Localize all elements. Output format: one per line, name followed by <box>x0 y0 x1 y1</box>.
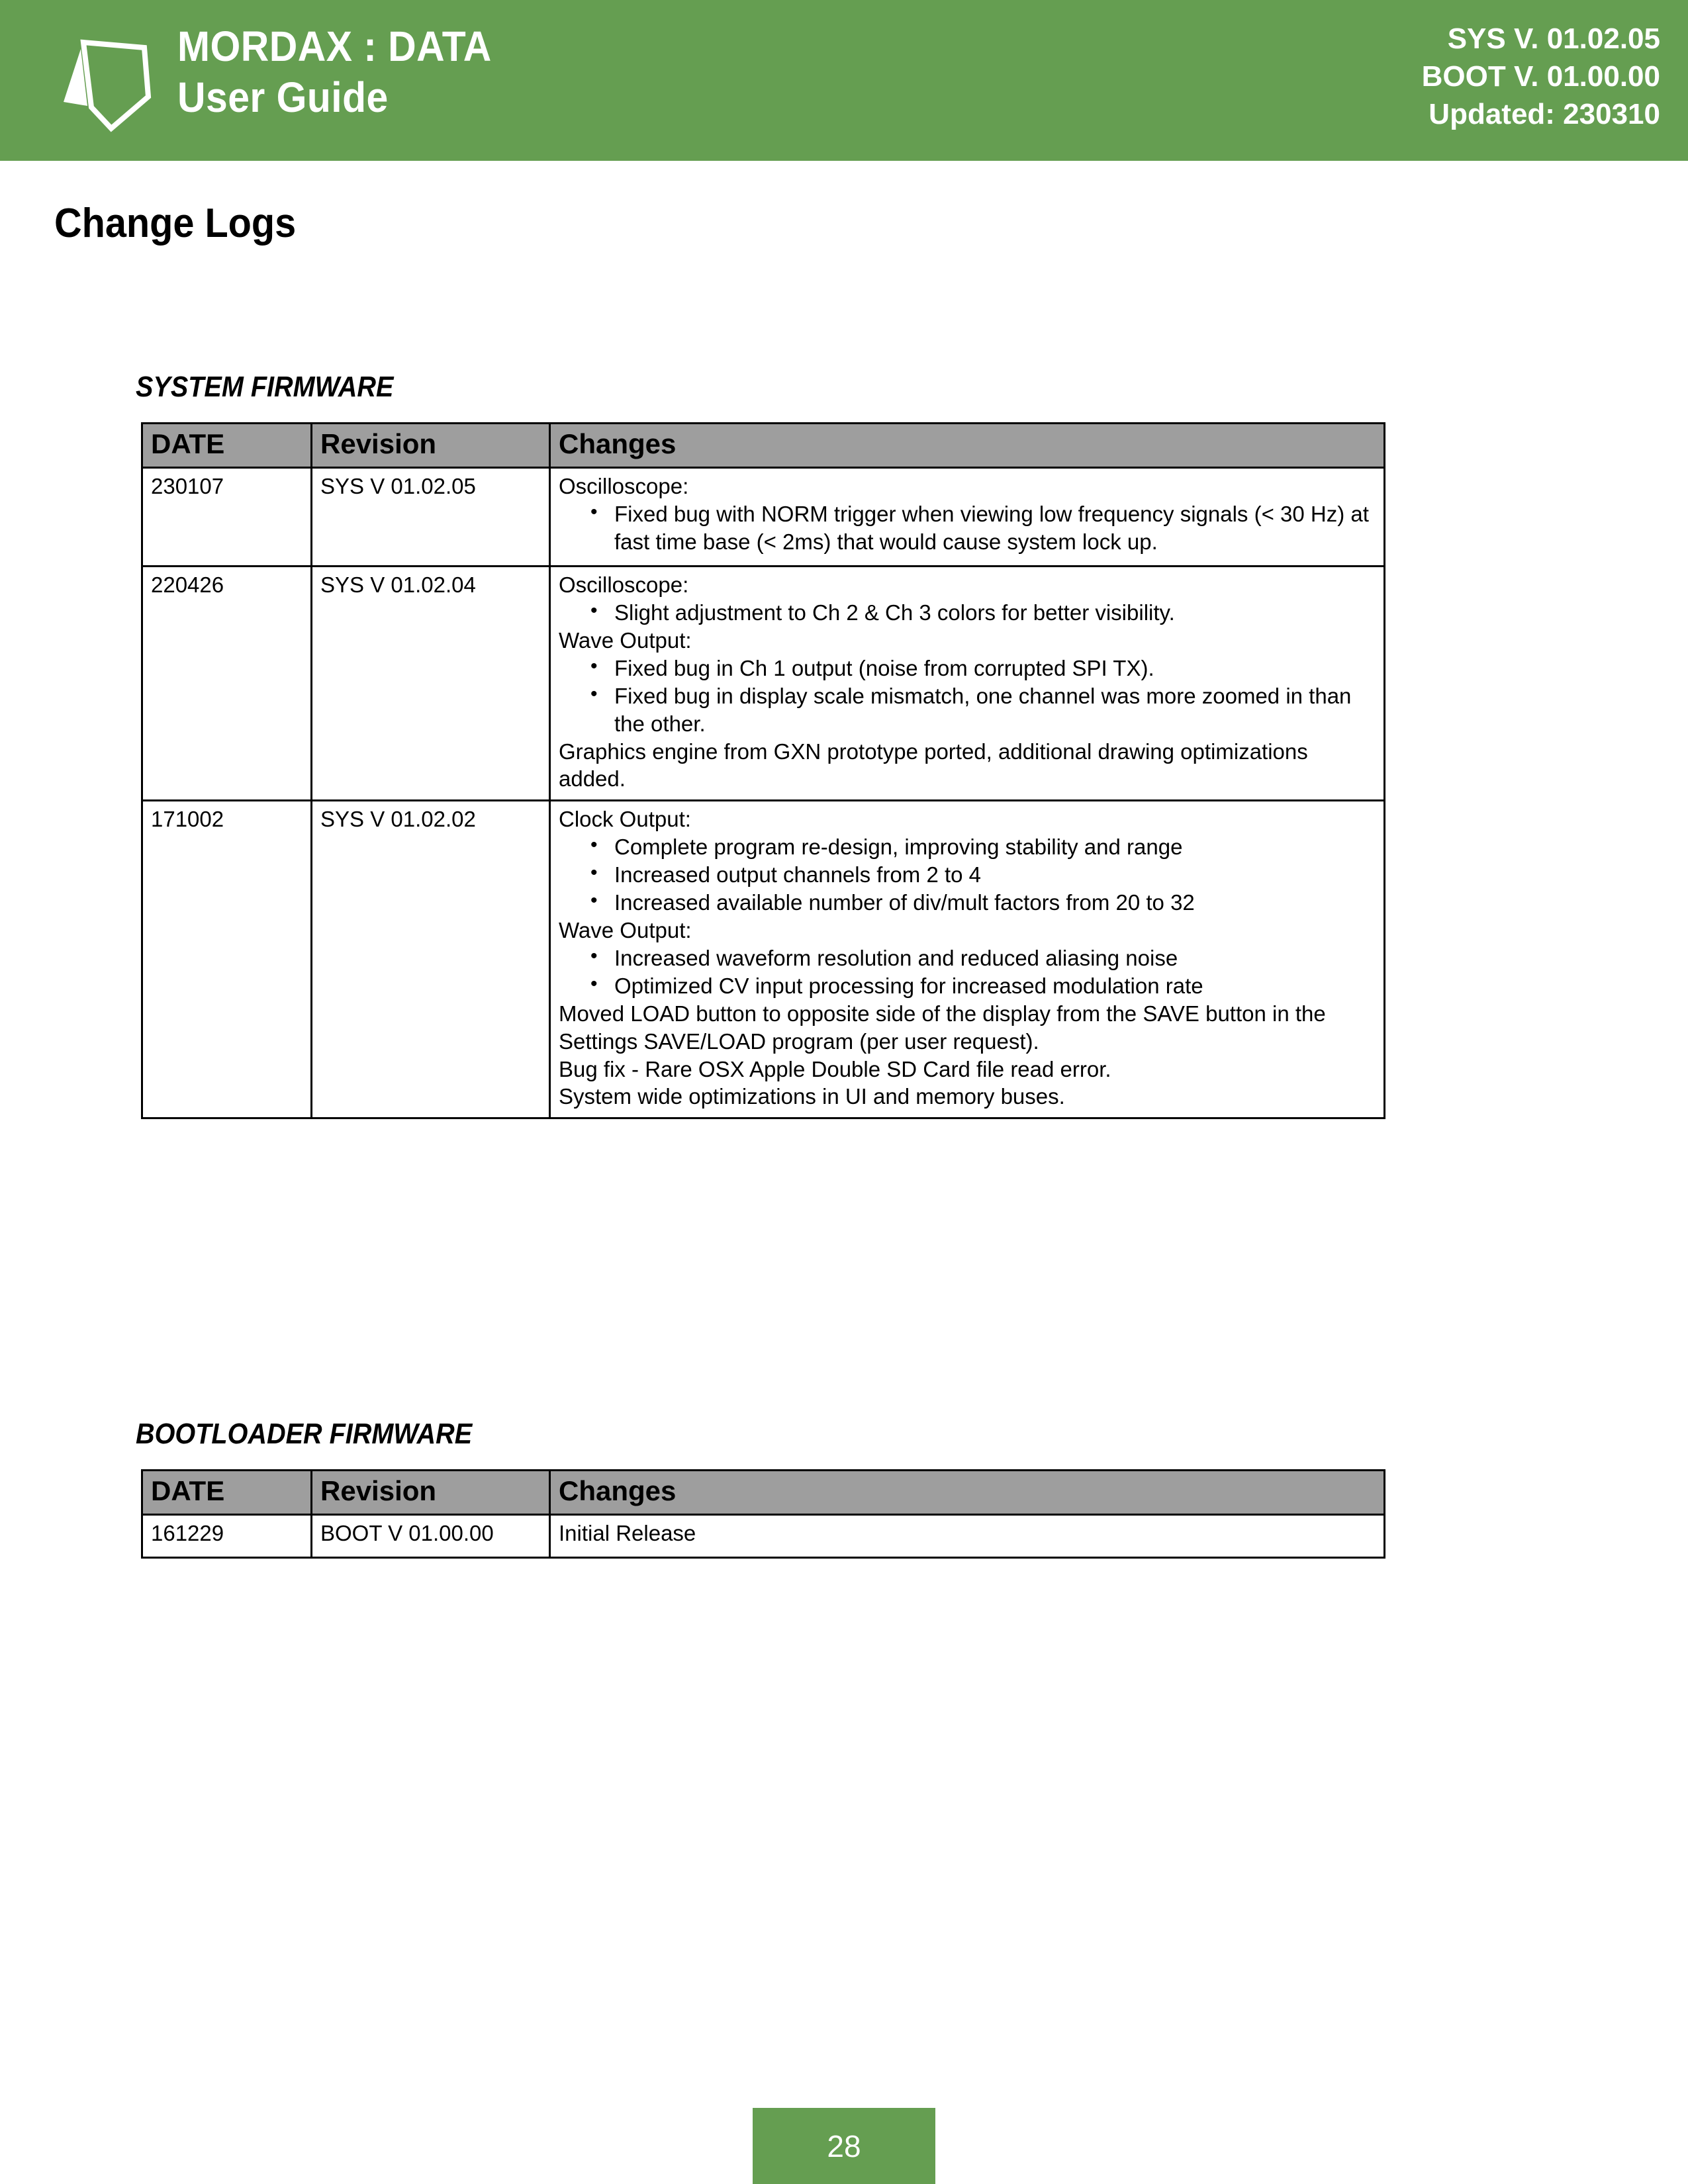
version-info-block <box>1422 20 1660 134</box>
change-bullet-item: • Complete program re-design, improving stability and range <box>590 833 1376 861</box>
table-row <box>142 567 1385 801</box>
bootloader-firmware-changelog-table <box>141 1469 1385 1559</box>
bootloader-firmware-table-body <box>142 1515 1385 1558</box>
cell-date: 171002 <box>142 801 312 1118</box>
system-firmware-changelog-table <box>141 422 1385 1119</box>
sys-version-label: SYS V. 01.02.05 <box>1447 23 1660 55</box>
table-row <box>142 1515 1385 1558</box>
cell-date: 161229 <box>142 1515 312 1558</box>
change-bullet-item: • Fixed bug with NORM trigger when viewing low frequency signals (< 30 Hz) at fast time base (< 2ms) that would cause system lock up. <box>590 500 1376 556</box>
brand-title: MORDAX : DATA <box>177 23 492 70</box>
change-bullet-item: • Increased output channels from 2 to 4 <box>590 861 1376 889</box>
column-header-revision: Revision <box>312 424 550 468</box>
change-paragraph: Wave Output: <box>559 627 692 653</box>
change-paragraph: Wave Output: <box>559 917 692 942</box>
change-bullet-item: • Optimized CV input processing for increased modulation rate <box>590 972 1376 1000</box>
change-paragraph: Bug fix - Rare OSX Apple Double SD Card file read error. <box>559 1056 1111 1081</box>
column-header-revision: Revision <box>312 1471 550 1515</box>
change-paragraph: Initial Release <box>559 1521 696 1546</box>
column-header-date: DATE <box>142 1471 312 1515</box>
change-bullet-list <box>559 500 1376 556</box>
page-number: 28 <box>827 2128 861 2163</box>
cell-changes <box>550 468 1385 567</box>
change-bullet-list <box>559 655 1376 738</box>
boot-version-label: BOOT V. 01.00.00 <box>1421 60 1660 93</box>
change-bullet-item: • Increased waveform resolution and reduced aliasing noise <box>590 944 1376 972</box>
change-paragraph: System wide optimizations in UI and memory buses. <box>559 1084 1065 1109</box>
mordax-pentagon-logo-icon <box>58 28 164 134</box>
cell-revision: SYS V 01.02.04 <box>312 567 550 801</box>
change-bullet-item: • Slight adjustment to Ch 2 & Ch 3 colors for better visibility. <box>590 599 1376 627</box>
change-bullet-list <box>559 833 1376 917</box>
table-row <box>142 801 1385 1118</box>
brand-block <box>177 25 519 120</box>
cell-changes <box>550 1515 1385 1558</box>
change-paragraph: Graphics engine from GXN prototype ported, additional drawing optimizations added. <box>559 739 1308 792</box>
change-paragraph: Oscilloscope: <box>559 572 689 598</box>
section-heading-bootloader-firmware: BOOTLOADER FIRMWARE <box>136 1418 473 1450</box>
table-row <box>142 468 1385 567</box>
change-bullet-item: • Fixed bug in Ch 1 output (noise from corrupted SPI TX). <box>590 655 1376 682</box>
column-header-date: DATE <box>142 424 312 468</box>
column-header-changes: Changes <box>550 424 1385 468</box>
document-header <box>0 0 1688 161</box>
change-bullet-item: • Fixed bug in display scale mismatch, one channel was more zoomed in than the other. <box>590 682 1376 738</box>
section-heading-system-firmware: SYSTEM FIRMWARE <box>136 371 394 403</box>
change-bullet-list <box>559 599 1376 627</box>
table-header-row <box>142 424 1385 468</box>
cell-revision: BOOT V 01.00.00 <box>312 1515 550 1558</box>
cell-changes <box>550 801 1385 1118</box>
system-firmware-table-body <box>142 468 1385 1118</box>
change-bullet-list <box>559 944 1376 1000</box>
cell-date: 230107 <box>142 468 312 567</box>
page-title: Change Logs <box>54 201 297 246</box>
change-bullet-item: • Increased available number of div/mult factors from 20 to 32 <box>590 889 1376 917</box>
change-paragraph: Clock Output: <box>559 807 691 832</box>
cell-revision: SYS V 01.02.02 <box>312 801 550 1118</box>
page-number-footer <box>753 2108 935 2184</box>
column-header-changes: Changes <box>550 1471 1385 1515</box>
cell-changes <box>550 567 1385 801</box>
change-paragraph: Moved LOAD button to opposite side of the display from the SAVE button in the Settings SAVE/LOAD program (per user request). <box>559 1001 1326 1054</box>
table-header-row <box>142 1471 1385 1515</box>
brand-subtitle: User Guide <box>177 73 389 122</box>
cell-date: 220426 <box>142 567 312 801</box>
cell-revision: SYS V 01.02.05 <box>312 468 550 567</box>
updated-date-label: Updated: 230310 <box>1429 98 1660 131</box>
change-paragraph: Oscilloscope: <box>559 474 689 499</box>
